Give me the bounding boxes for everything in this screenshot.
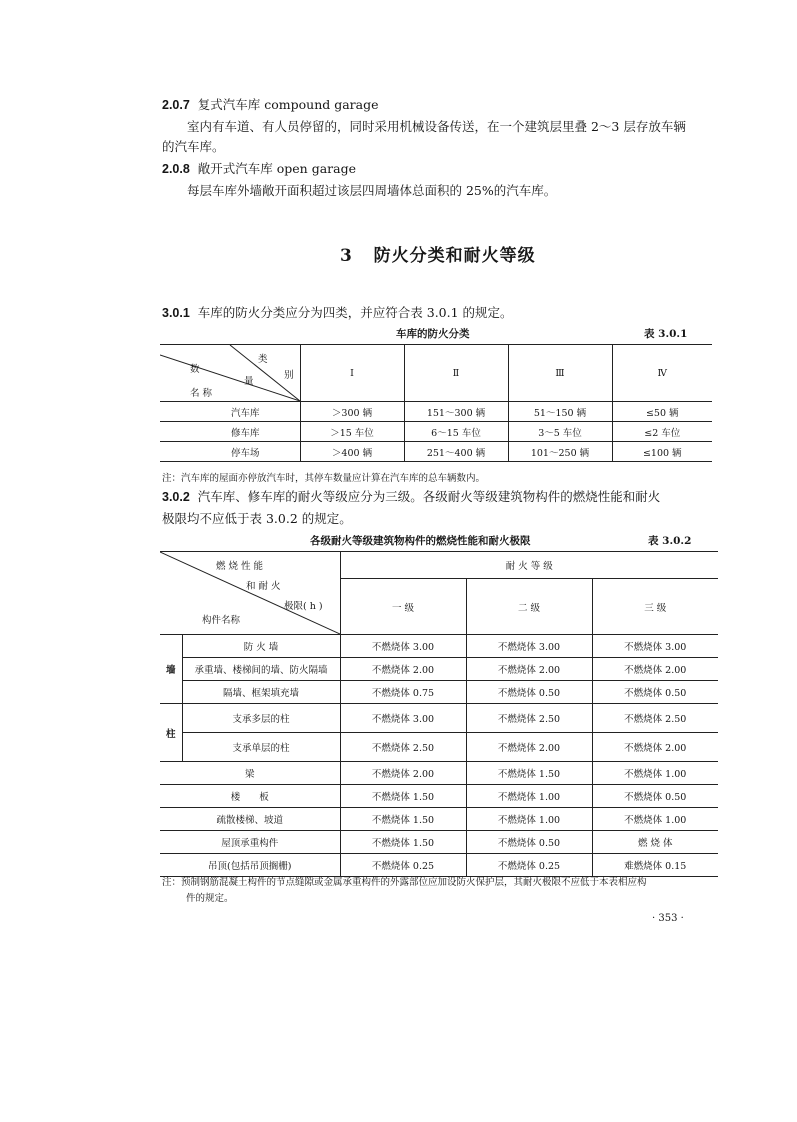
corner-diagonal-lines (160, 345, 300, 401)
group-label-wall: 墙 (160, 635, 182, 704)
corner-label-shu: 数 (190, 364, 200, 375)
table-cell: ＞400 辆 (300, 442, 404, 462)
table-row (160, 704, 718, 733)
row-name: 疏散楼梯、坡道 (160, 808, 340, 831)
section-2-0-7-line1: 室内有车道、有人员停留的，同时采用机械设备传送，在一个建筑层里叠 2～3 层存放车辆 (187, 119, 686, 134)
table-cell: 不燃烧体 1.00 (592, 762, 718, 785)
section-3-0-1 (162, 305, 513, 321)
table-cell: 不燃烧体 1.50 (340, 831, 466, 854)
column-header: I (300, 345, 404, 402)
row-name: 梁 (160, 762, 340, 785)
table-cell: 不燃烧体 2.00 (592, 658, 718, 681)
table-row (160, 785, 718, 808)
section-number: 2.0.8 (162, 162, 190, 176)
table-cell: 不燃烧体 2.00 (466, 733, 592, 762)
table-cell: 不燃烧体 1.50 (340, 785, 466, 808)
section-3-0-2-line2: 极限均不应低于表 3.0.2 的规定。 (162, 511, 352, 526)
table-cell: ＞15 车位 (300, 422, 404, 442)
table-row (160, 831, 718, 854)
corner-label-mingcheng: 名 称 (190, 388, 213, 399)
table-row (160, 635, 718, 658)
table-cell: 6～15 车位 (404, 422, 508, 442)
table-row (160, 658, 718, 681)
level-header: 三 级 (592, 579, 718, 635)
section-2-0-8-heading (162, 161, 356, 177)
level-header: 一 级 (340, 579, 466, 635)
table-row (160, 422, 712, 442)
table-cell: 不燃烧体 0.50 (592, 681, 718, 704)
table-cell: 不燃烧体 2.50 (340, 733, 466, 762)
group-label-column: 柱 (160, 704, 182, 762)
section-2-0-7-line2: 的汽车库。 (162, 139, 225, 154)
table-cell: 燃 烧 体 (592, 831, 718, 854)
row-name: 支承多层的柱 (182, 704, 340, 733)
table-row (160, 854, 718, 877)
corner-label-b: 和 耐 火 (246, 581, 281, 592)
table-row (160, 808, 718, 831)
header-corner-cell (160, 345, 300, 402)
corner-label-lei: 类 (258, 354, 268, 365)
table-cell: 不燃烧体 2.50 (466, 704, 592, 733)
table-cell: 3～5 车位 (508, 422, 612, 442)
group-header: 耐 火 等 级 (340, 552, 718, 579)
section-text: 汽车库、修车库的耐火等级应分为三级。各级耐火等级建筑物构件的燃烧性能和耐火 (197, 489, 661, 504)
table-cell: 151～300 辆 (404, 402, 508, 422)
corner-label-d: 构件名称 (202, 615, 241, 626)
table-cell: 251～400 辆 (404, 442, 508, 462)
table-cell: 不燃烧体 3.00 (466, 635, 592, 658)
table-3-0-1-note: 注：汽车库的屋面亦停放汽车时，其停车数量应计算在汽车库的总车辆数内。 (162, 473, 486, 484)
table-cell: 不燃烧体 1.50 (466, 762, 592, 785)
table-row (160, 681, 718, 704)
row-name: 修车库 (160, 422, 300, 442)
table-3-0-2-caption: 各级耐火等级建筑物构件的燃烧性能和耐火极限 (310, 535, 531, 547)
fire-resistance-table (160, 551, 718, 877)
page-number: · 353 · (652, 913, 684, 924)
row-name: 支承单层的柱 (182, 733, 340, 762)
section-2-0-7-heading (162, 97, 379, 113)
row-name: 吊顶(包括吊顶搁栅) (160, 854, 340, 877)
table-row (160, 733, 718, 762)
section-3-0-2-line1 (162, 489, 660, 505)
table-3-0-2-number: 表 3.0.2 (648, 535, 692, 547)
row-name: 楼 板 (160, 785, 340, 808)
column-header: Ⅳ (612, 345, 712, 402)
table-cell: 不燃烧体 2.50 (592, 704, 718, 733)
table-cell: 不燃烧体 2.00 (340, 658, 466, 681)
section-title: 敞开式汽车库 open garage (197, 161, 356, 176)
table-cell: ＞300 辆 (300, 402, 404, 422)
table-cell: 不燃烧体 0.50 (466, 831, 592, 854)
corner-label-c: 极限( h ) (284, 601, 323, 612)
table-cell: 不燃烧体 0.50 (466, 681, 592, 704)
table-cell: 不燃烧体 2.00 (592, 733, 718, 762)
table-cell: ≤100 辆 (612, 442, 712, 462)
table-cell: 不燃烧体 2.00 (340, 762, 466, 785)
chapter-number: 3 (340, 246, 353, 266)
table-cell: 不燃烧体 1.00 (466, 808, 592, 831)
table-cell: ≤50 辆 (612, 402, 712, 422)
table-cell: 不燃烧体 0.25 (340, 854, 466, 877)
column-header: Ⅲ (508, 345, 612, 402)
table-3-0-1-caption: 车库的防火分类 (396, 328, 470, 340)
corner-label-liang: 量 (244, 376, 254, 387)
table-3-0-1-number: 表 3.0.1 (644, 328, 688, 340)
table-cell: 不燃烧体 3.00 (340, 635, 466, 658)
table-cell: 不燃烧体 3.00 (592, 635, 718, 658)
section-number: 3.0.1 (162, 306, 190, 320)
row-name: 屋顶承重构件 (160, 831, 340, 854)
table-header-row (160, 345, 712, 402)
table-cell: 不燃烧体 0.75 (340, 681, 466, 704)
row-name: 防 火 墙 (182, 635, 340, 658)
table-cell: 101～250 辆 (508, 442, 612, 462)
table-3-0-2-note-line2: 件的规定。 (186, 893, 234, 904)
table-cell: ≤2 车位 (612, 422, 712, 442)
corner-label-a: 燃 烧 性 能 (216, 561, 264, 572)
corner-label-bie: 别 (284, 370, 294, 381)
row-name: 汽车库 (160, 402, 300, 422)
chapter-title: 防火分类和耐火等级 (373, 246, 536, 266)
row-name: 隔墙、框架填充墙 (182, 681, 340, 704)
table-cell: 不燃烧体 3.00 (340, 704, 466, 733)
row-name: 停车场 (160, 442, 300, 462)
section-2-0-8-line1: 每层车库外墙敞开面积超过该层四周墙体总面积的 25%的汽车库。 (187, 183, 557, 198)
table-row (160, 762, 718, 785)
section-number: 3.0.2 (162, 490, 190, 504)
level-header: 二 级 (466, 579, 592, 635)
table-cell: 不燃烧体 0.25 (466, 854, 592, 877)
table-row (160, 402, 712, 422)
section-number: 2.0.7 (162, 98, 190, 112)
section-text: 车库的防火分类应分为四类，并应符合表 3.0.1 的规定。 (197, 305, 513, 320)
table-cell: 不燃烧体 1.50 (340, 808, 466, 831)
table-cell: 不燃烧体 2.00 (466, 658, 592, 681)
table-3-0-2-note-line1: 注：预制钢筋混凝土构件的节点缝隙或金属承重构件的外露部位应加设防火保护层，其耐火极限不应低于本表相应构 (162, 877, 647, 888)
fire-classification-table (160, 344, 712, 462)
section-title: 复式汽车库 compound garage (197, 97, 379, 112)
table-cell: 不燃烧体 1.00 (466, 785, 592, 808)
row-name: 承重墙、楼梯间的墙、防火隔墙 (182, 658, 340, 681)
table-header-row (160, 552, 718, 579)
table-cell: 51～150 辆 (508, 402, 612, 422)
table-cell: 不燃烧体 0.50 (592, 785, 718, 808)
table-cell: 不燃烧体 1.00 (592, 808, 718, 831)
table-cell: 难燃烧体 0.15 (592, 854, 718, 877)
chapter-heading (340, 241, 536, 266)
header-corner-cell (160, 552, 340, 635)
column-header: Ⅱ (404, 345, 508, 402)
table-row (160, 442, 712, 462)
